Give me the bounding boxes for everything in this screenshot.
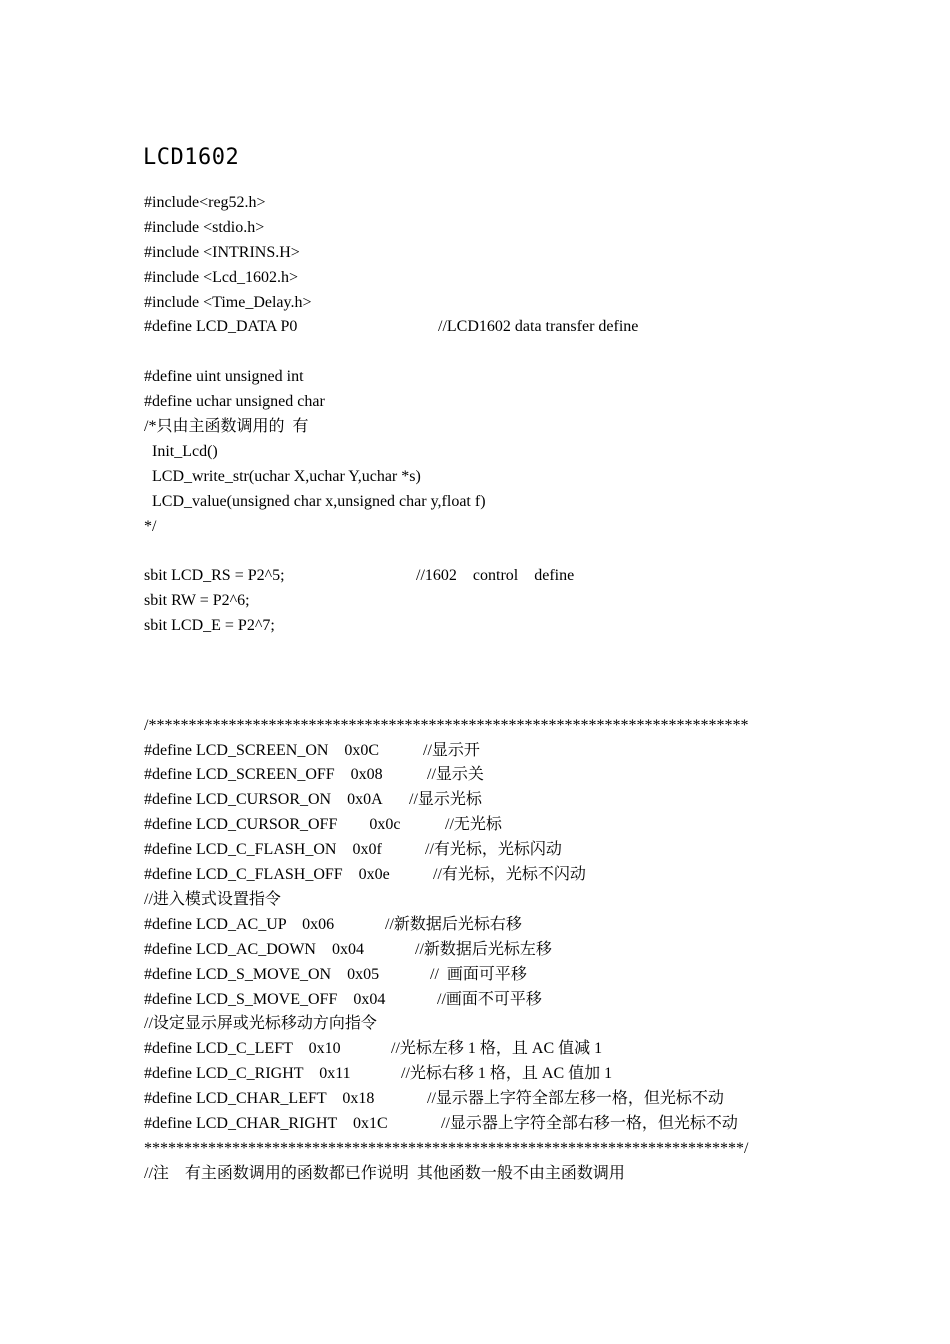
code-line [144, 291, 924, 316]
code-comment: //显示关 [427, 766, 484, 784]
code-comment: //LCD1602 data transfer define [438, 318, 639, 336]
code-line [144, 241, 924, 266]
code-text: ***************************************************************************/ [144, 1139, 749, 1157]
code-text: #define LCD_AC_DOWN 0x04 [144, 940, 364, 958]
code-line [144, 913, 924, 938]
code-line [144, 589, 924, 614]
code-line [144, 1037, 924, 1062]
code-comment: //新数据后光标右移 [385, 915, 522, 933]
code-line [144, 564, 924, 589]
code-text: /*************************************************************************** [144, 716, 749, 734]
code-text: #define LCD_CURSOR_OFF 0x0c [144, 816, 401, 834]
code-text: #define uchar unsigned char [144, 393, 325, 411]
code-line [144, 863, 924, 888]
code-line [144, 365, 924, 390]
code-line [144, 440, 924, 465]
code-text: //注 有主函数调用的函数都已作说明 其他函数一般不由主函数调用 [144, 1164, 625, 1182]
code-text: #define LCD_C_FLASH_OFF 0x0e [144, 866, 390, 884]
code-text: #include<reg52.h> [144, 194, 266, 211]
code-line [144, 1137, 924, 1162]
code-line [144, 689, 924, 714]
code-text: #define LCD_C_LEFT 0x10 [144, 1040, 341, 1058]
code-text: #define LCD_S_MOVE_ON 0x05 [144, 965, 380, 983]
code-line [144, 315, 924, 340]
code-line [144, 390, 924, 415]
code-line [144, 813, 924, 838]
code-text: #define LCD_C_RIGHT 0x11 [144, 1065, 351, 1083]
code-text: #define LCD_AC_UP 0x06 [144, 915, 335, 933]
code-line [144, 490, 924, 515]
code-text: #define LCD_S_MOVE_OFF 0x04 [144, 990, 386, 1008]
code-text: #define LCD_C_FLASH_ON 0x0f [144, 841, 382, 859]
code-comment: //无光标 [445, 816, 502, 834]
code-text: LCD_write_str(uchar X,uchar Y,uchar *s) [152, 467, 421, 485]
code-line [144, 1012, 924, 1037]
code-line [144, 216, 924, 241]
page-title: LCD1602 [143, 145, 253, 170]
code-comment: //有光标，光标闪动 [425, 841, 562, 859]
code-line [144, 988, 924, 1013]
code-line [144, 1162, 924, 1187]
code-text: */ [144, 517, 157, 535]
code-line [144, 1112, 924, 1137]
code-line [144, 714, 924, 739]
code-text: sbit LCD_E = P2^7; [144, 617, 275, 635]
code-line [144, 938, 924, 963]
code-text: //进入模式设置指令 [144, 890, 281, 908]
code-line [144, 539, 924, 564]
code-comment: //显示开 [423, 741, 480, 759]
code-line [144, 838, 924, 863]
code-text: #define LCD_CURSOR_ON 0x0A [144, 791, 383, 809]
code-text: #define LCD_CHAR_RIGHT 0x1C [144, 1114, 388, 1132]
code-comment: //光标左移 1 格，且 AC 值减 1 [391, 1040, 603, 1058]
code-text: #define LCD_SCREEN_OFF 0x08 [144, 766, 383, 784]
code-comment: //有光标，光标不闪动 [433, 866, 586, 884]
code-text: sbit RW = P2^6; [144, 592, 250, 610]
code-line [144, 415, 924, 440]
code-text: #define LCD_DATA P0 [144, 318, 298, 336]
code-line [144, 266, 924, 291]
code-text: //设定显示屏或光标移动方向指令 [144, 1015, 377, 1033]
code-line [144, 763, 924, 788]
code-line [144, 340, 924, 365]
code-line [144, 963, 924, 988]
code-comment: //显示器上字符全部左移一格，但光标不动 [427, 1090, 724, 1108]
code-text: Init_Lcd() [152, 442, 218, 460]
code-text: #include <Time_Delay.h> [144, 293, 312, 311]
code-line [144, 465, 924, 490]
code-text: sbit LCD_RS = P2^5; [144, 567, 285, 585]
code-text: #define uint unsigned int [144, 368, 304, 386]
code-comment: //1602 control define [416, 567, 575, 585]
code-comment: //显示器上字符全部右移一格，但光标不动 [441, 1114, 738, 1132]
code-line [144, 614, 924, 639]
code-listing [144, 191, 924, 1187]
code-line [144, 888, 924, 913]
code-line [144, 515, 924, 540]
code-text: /*只由主函数调用的 有 [144, 418, 309, 436]
code-text: LCD_value(unsigned char x,unsigned char y,float f) [152, 492, 486, 510]
code-text: #include <Lcd_1602.h> [144, 268, 299, 286]
code-comment: //显示光标 [409, 791, 482, 809]
code-line [144, 1087, 924, 1112]
code-text: #define LCD_CHAR_LEFT 0x18 [144, 1090, 375, 1108]
code-line [144, 1062, 924, 1087]
code-comment: // 画面可平移 [430, 965, 527, 983]
code-comment: //光标右移 1 格，且 AC 值加 1 [401, 1065, 613, 1083]
code-line [144, 739, 924, 764]
code-comment: //新数据后光标左移 [415, 940, 552, 958]
code-text: #include <stdio.h> [144, 218, 265, 236]
code-comment: //画面不可平移 [437, 990, 542, 1008]
code-text: #include <INTRINS.H> [144, 243, 300, 261]
code-line [144, 664, 924, 689]
code-text: #define LCD_SCREEN_ON 0x0C [144, 741, 380, 759]
code-line [144, 639, 924, 664]
code-line [144, 191, 924, 216]
code-line [144, 788, 924, 813]
